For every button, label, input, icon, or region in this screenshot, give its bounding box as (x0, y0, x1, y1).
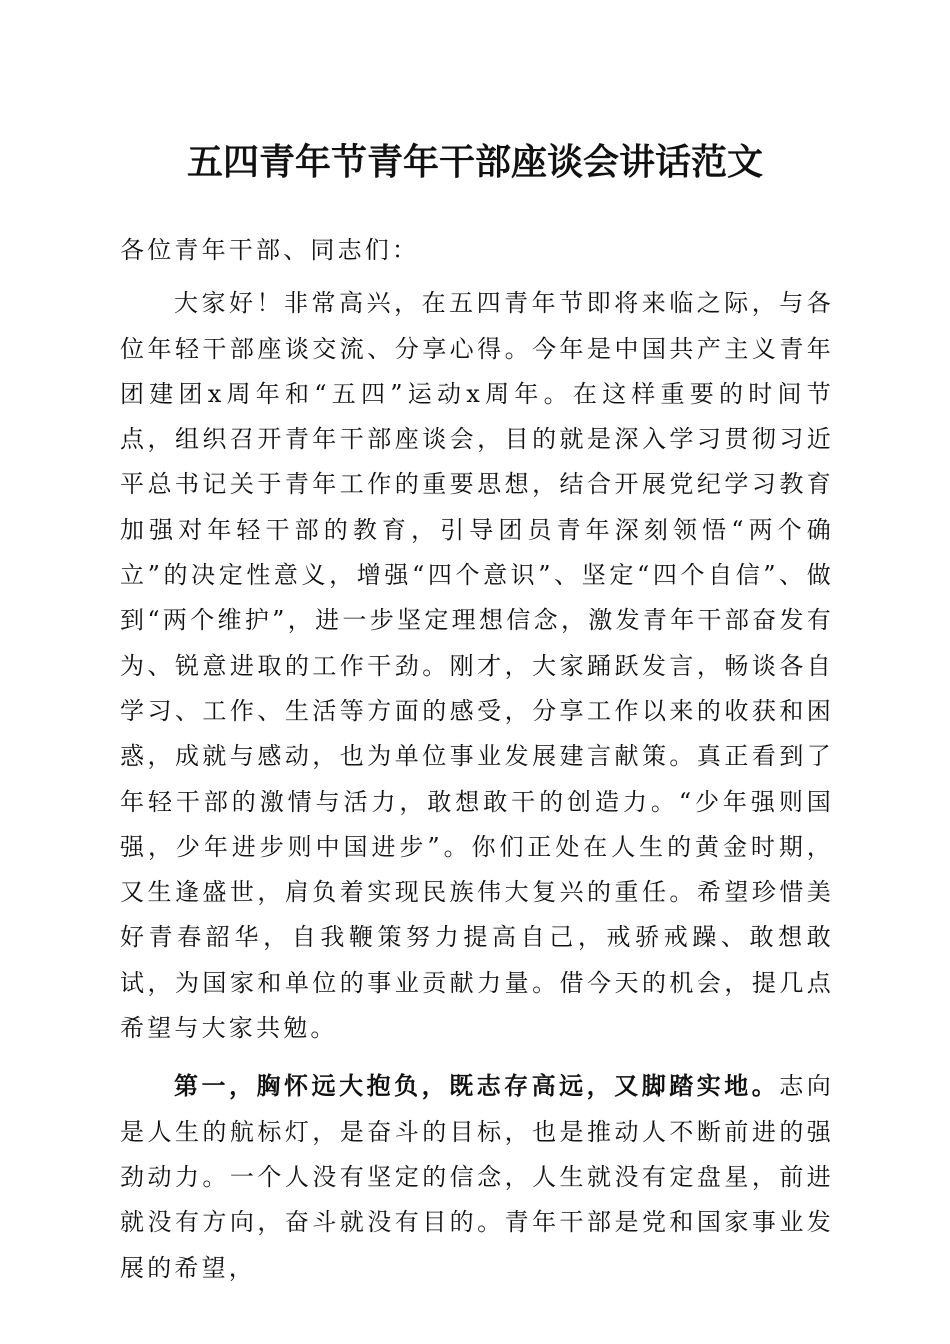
paragraph-1 (120, 281, 834, 1051)
paragraph-1-text: 大家好！非常高兴，在五四青年节即将来临之际，与各位年轻干部座谈交流、分享心得。今年是中国共产主义青年团建团x周年和“五四”运动x周年。在这样重要的时间节点，组织召开青年干部座谈会，目的就是深入学习贯彻习近平总书记关于青年工作的重要思想，结合开展党纪学习教育加强对年轻干部的教育，引导团员青年深刻领悟“两个确立”的决定性意义，增强“四个意识”、坚定“四个自信”、做到“两个维护”，进一步坚定理想信念，激发青年干部奋发有为、锐意进取的工作干劲。刚才，大家踊跃发言，畅谈各自学习、工作、生活等方面的感受，分享工作以来的收获和困惑，成就与感动，也为单位事业发展建言献策。真正看到了年轻干部的激情与活力，敢想敢干的创造力。“少年强则国强，少年进步则中国进步”。你们正处在人生的黄金时期，又生逢盛世，肩负着实现民族伟大复兴的重任。希望珍惜美好青春韶华，自我鞭策努力提高自己，戒骄戒躁、敢想敢试，为国家和单位的事业贡献力量。借今天的机会，提几点希望与大家共勉。 (120, 289, 834, 1043)
salutation: 各位青年干部、同志们： (120, 236, 420, 264)
paragraph-2-text: 志向是人生的航标灯，是奋斗的目标，也是推动人不断前进的强劲动力。一个人没有坚定的信念，人生就没有定盘星，前进就没有方向，奋斗就没有目的。青年干部是党和国家事业发展的希望， (120, 1072, 834, 1282)
paragraph-2 (120, 1063, 834, 1290)
document-body (120, 228, 834, 1291)
paragraph-2-lead: 第一，胸怀远大抱负，既志存高远，又脚踏实地。 (174, 1071, 780, 1101)
document-title: 五四青年节青年干部座谈会讲话范文 (186, 141, 763, 183)
